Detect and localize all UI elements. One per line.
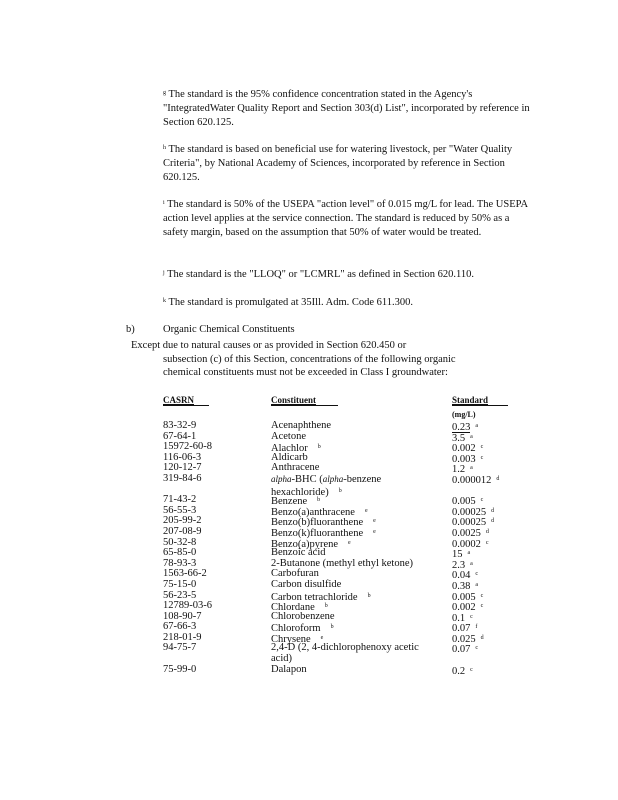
casrn-cell: 56-23-5	[163, 589, 197, 601]
header-constituent: Constituent	[271, 395, 317, 405]
casrn-cell: 15972-60-8	[163, 441, 212, 453]
standard-cell	[452, 474, 499, 487]
constituent-name: Carbon disulfide	[271, 578, 342, 590]
standard-footnote-marker: f	[475, 624, 478, 631]
standard-footnote-marker: a	[470, 560, 473, 567]
standard-footnote-marker: c	[480, 592, 484, 599]
standard-value: 15	[452, 549, 463, 561]
casrn-cell: 50-32-8	[163, 536, 197, 548]
standard-value: 0.1	[452, 612, 466, 624]
section-body	[131, 339, 511, 380]
standard-footnote-marker: a	[470, 465, 473, 472]
constituent-name: Carbofuran	[271, 568, 319, 580]
casrn-cell: 207-08-9	[163, 525, 202, 537]
constituent-footnote-marker: b	[324, 603, 328, 610]
footnote-g: $^g$ The standard is the 95% confidence concentration stated in the Agency's "IntegratedWater Quality Report and Section 303(d) List", incorporated by reference in Section 620.125.	[163, 89, 530, 128]
casrn-cell: 78-93-3	[163, 557, 197, 569]
constituent-cell	[271, 463, 439, 474]
table-row	[0, 506, 618, 517]
standard-cell	[452, 643, 478, 656]
constituent-name: Benzo(a)pyrene	[271, 538, 339, 550]
constituent-footnote-marker: e	[364, 507, 368, 514]
header-standard: Standard	[452, 395, 489, 405]
constituent-name: Acenaphthene	[271, 420, 332, 431]
casrn-cell: 319-84-6	[163, 472, 202, 484]
standard-value: 0.005	[452, 591, 476, 603]
section-line-1: Except due to natural causes or as provided in Section 620.450 or	[131, 340, 407, 351]
constituent-cell	[271, 665, 439, 676]
constituent-name: Benzo(b)fluoranthene	[271, 517, 364, 529]
constituent-footnote-marker: e	[348, 539, 351, 546]
standard-value: 0.025	[452, 633, 476, 645]
constituent-prefix: alpha	[322, 473, 344, 484]
table-row	[0, 580, 618, 591]
standard-footnote-marker: a	[475, 423, 479, 429]
constituent-name: Benzene	[271, 496, 308, 508]
table-row	[0, 527, 618, 538]
constituent-rest: -benzene hexachloride)	[271, 473, 382, 498]
constituent-name: 2,4-D (2, 4-dichlorophenoxy acetic acid)	[271, 642, 419, 665]
casrn-cell: 218-01-9	[163, 631, 202, 643]
table-row	[0, 665, 618, 676]
constituent-name: Benzo(a)anthracene	[271, 506, 355, 518]
casrn-cell: 108-90-7	[163, 610, 202, 622]
standard-footnote-marker: d	[496, 475, 500, 482]
standard-value: 0.002	[452, 443, 476, 455]
casrn-cell: 120-12-7	[163, 462, 202, 474]
constituent-footnote-marker: b	[367, 592, 371, 599]
constituent-footnote-marker: e	[373, 528, 376, 535]
standard-footnote-marker: c	[475, 645, 479, 652]
section-label: b)	[126, 324, 135, 335]
standard-footnote-marker: a	[475, 581, 479, 588]
constituent-name: 2-Butanone (methyl ethyl ketone)	[271, 557, 414, 569]
standard-value: 0.00025	[452, 517, 487, 529]
standard-footnote-marker: a	[470, 433, 473, 440]
casrn-cell: 71-43-2	[163, 494, 197, 506]
table-row	[0, 495, 618, 506]
table-row	[0, 516, 618, 527]
standard-footnote-marker: a	[467, 550, 471, 557]
constituent-cell	[271, 612, 439, 623]
constituent-cell	[271, 643, 439, 664]
casrn-cell: 67-64-1	[163, 430, 197, 442]
constituent-name: Benzo(k)fluoranthene	[271, 527, 364, 539]
standard-value: 0.38	[452, 580, 471, 592]
table-row	[0, 421, 618, 432]
casrn-cell: 75-15-0	[163, 578, 197, 590]
constituent-name: Aldicarb	[271, 451, 308, 463]
standard-footnote-marker: c	[485, 539, 489, 546]
standard-cell	[452, 665, 473, 678]
standard-value: 0.2	[452, 665, 466, 677]
standard-value: 0.005	[452, 496, 476, 508]
standard-value: 0.07	[452, 644, 471, 656]
standard-footnote-marker: c	[470, 666, 473, 673]
standard-footnote-marker: c	[480, 444, 484, 451]
constituent-footnote-marker: b	[338, 487, 342, 494]
standard-footnote-marker: c	[475, 571, 479, 578]
footnote-i: $^i$ The standard is 50% of the USEPA "action level" of 0.015 mg/L for lead. The USEPA action level applies at the service connection. The standard is reduced by 50% as a safety margin, based on the assumption that 50% of water would be treated.	[163, 199, 528, 238]
standard-value: 0.07	[452, 623, 471, 635]
table-row	[0, 612, 618, 623]
casrn-cell: 67-66-3	[163, 621, 197, 633]
table-row	[0, 463, 618, 474]
standard-value: 0.04	[452, 570, 471, 582]
footnote-h: $^h$ The standard is based on beneficial use for watering livestock, per "Water Quality Criteria", by National Academy of Sciences, incorporated by reference in Section 620.125.	[163, 144, 513, 183]
standard-footnote-marker: d	[480, 634, 484, 641]
casrn-cell: 116-06-3	[163, 451, 202, 463]
standard-value: 0.00025	[452, 506, 487, 518]
constituent-name: Carbon tetrachloride	[271, 591, 358, 603]
section-title: Organic Chemical Constituents	[163, 324, 295, 335]
table-row	[0, 643, 618, 664]
constituent-name: Chloroform	[271, 623, 321, 635]
standard-footnote-marker: d	[491, 518, 495, 525]
constituent-prefix: alpha	[271, 473, 292, 484]
underline-casrn	[163, 405, 209, 406]
casrn-cell: 94-75-7	[163, 642, 197, 654]
standard-value: 2.3	[452, 559, 466, 571]
constituent-footnote-marker: b	[317, 444, 321, 451]
constituent-footnote-marker: e	[373, 518, 376, 525]
casrn-cell: 75-99-0	[163, 663, 197, 675]
underline-constituent	[271, 405, 338, 406]
standard-footnote-marker: c	[480, 497, 484, 504]
casrn-cell: 205-99-2	[163, 515, 202, 527]
casrn-cell: 83-32-9	[163, 420, 197, 431]
constituent-footnote-marker: b	[330, 624, 334, 631]
footnote-k: $^k$ The standard is promulgated at 35Ill. Adm. Code 611.300.	[163, 297, 414, 308]
standard-footnote-marker: c	[470, 613, 473, 620]
standard-value: 0.0025	[452, 527, 481, 539]
units-label: (mg/L)	[452, 410, 476, 419]
table-row	[0, 591, 618, 602]
standard-footnote-marker: c	[480, 603, 484, 610]
standard-value: 0.002	[452, 602, 476, 614]
standard-footnote-marker: c	[480, 454, 484, 461]
underline-standard	[452, 405, 508, 406]
constituent-name: Chlorobenzene	[271, 610, 335, 622]
standard-value: 1.2	[452, 464, 466, 476]
table-row	[0, 472, 618, 498]
constituent-name: Chlordane	[271, 602, 315, 614]
standard-footnote-marker: d	[491, 507, 495, 514]
constituent-footnote-marker: e	[320, 634, 324, 641]
table-row	[0, 622, 618, 633]
constituent-cell	[271, 580, 439, 591]
constituent-name: Dalapon	[271, 663, 307, 675]
constituent-name: Benzoic acid	[271, 547, 326, 559]
section-line-3: chemical constituents must not be exceeded in Class I groundwater:	[163, 367, 448, 378]
footnote-j: $^j$ The standard is the "LLOQ" or "LCMRL" as defined in Section 620.110.	[163, 269, 475, 280]
constituent-name: Chrysene	[271, 633, 311, 645]
casrn-cell: 65-85-0	[163, 547, 197, 559]
standard-value: 3.5	[452, 432, 466, 444]
table-row	[0, 432, 618, 443]
casrn-cell: 1563-66-2	[163, 568, 207, 580]
casrn-cell: 12789-03-6	[163, 600, 212, 612]
constituent-name: Alachlor	[271, 443, 308, 455]
standard-value: 0.000012	[452, 474, 492, 486]
constituent-footnote-marker: b	[317, 497, 321, 504]
standard-value: 0.23	[452, 422, 471, 433]
casrn-cell: 56-55-3	[163, 504, 197, 516]
header-casrn: CASRN	[163, 395, 195, 405]
standard-footnote-marker: d	[485, 528, 489, 535]
constituent-mid: -BHC (	[291, 473, 323, 485]
constituent-name: Acetone	[271, 430, 306, 442]
constituent-cell	[271, 432, 439, 443]
standard-value: 0.003	[452, 453, 476, 465]
constituent-table	[0, 421, 618, 675]
table-row	[0, 442, 618, 453]
constituent-name: Anthracene	[271, 462, 320, 474]
standard-value: 0.0002	[452, 538, 481, 550]
section-line-2: subsection (c) of this Section, concentrations of the following organic	[163, 353, 456, 365]
